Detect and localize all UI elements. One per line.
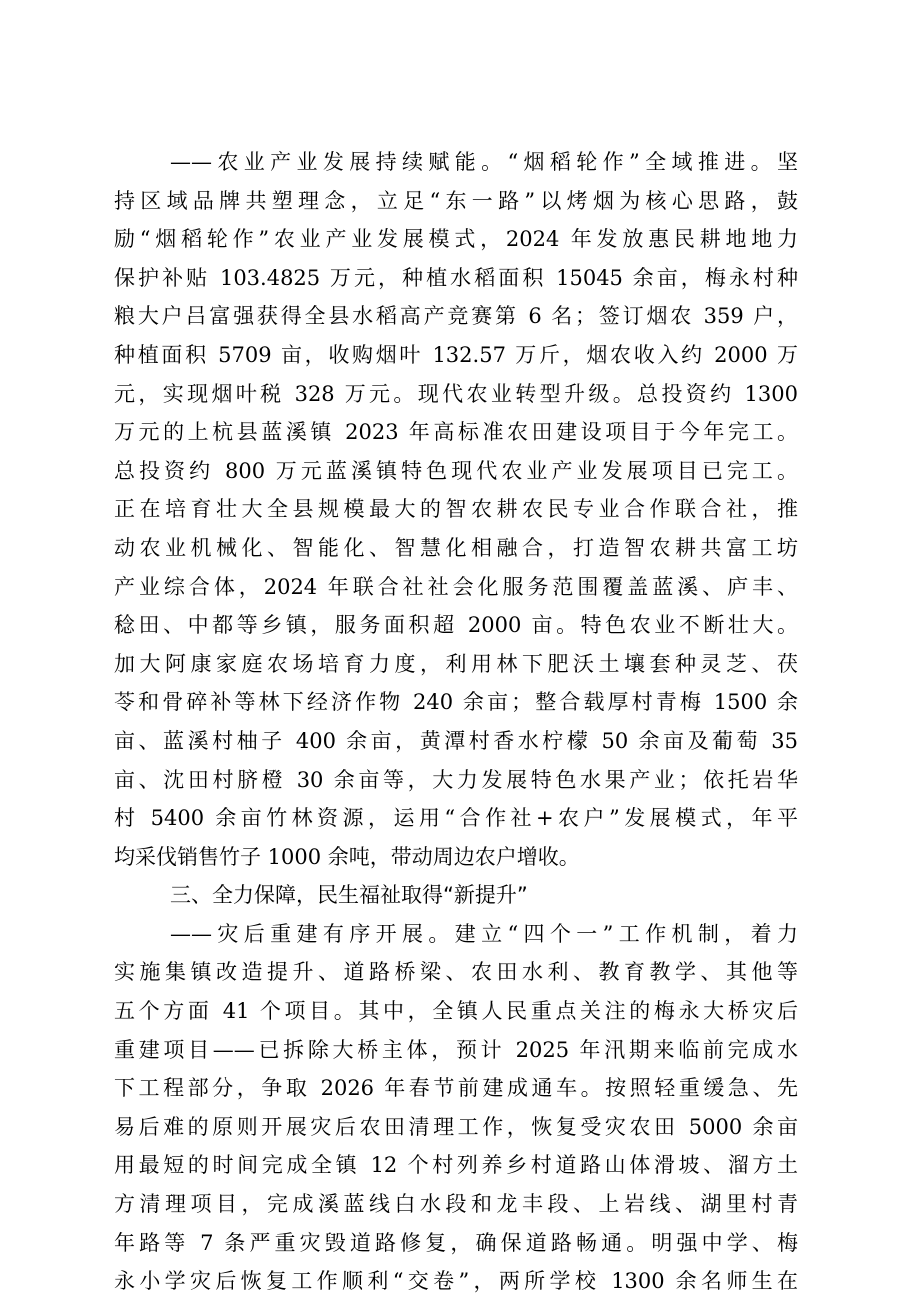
- text-line: 亩、沈田村脐橙 30 余亩等，大力发展特色水果产业；依托岩华: [114, 767, 798, 792]
- text-line: 加大阿康家庭农场培育力度，利用林下肥沃土壤套种灵芝、茯: [114, 651, 798, 676]
- text-line: 亩、蓝溪村柚子 400 余亩，黄潭村香水柠檬 50 余亩及葡萄 35: [114, 728, 798, 753]
- paragraph-reconstruction: [114, 915, 798, 1301]
- text-line: 五个方面 41 个项目。其中，全镇人民重点关注的梅永大桥灾后: [114, 999, 798, 1024]
- text-line: 总投资约 800 万元蓝溪镇特色现代农业产业发展项目已完工。: [114, 458, 798, 483]
- text-line: 苓和骨碎补等林下经济作物 240 余亩；整合载厚村青梅 1500 余: [114, 690, 798, 715]
- paragraph-agriculture: [114, 143, 798, 876]
- text-line: 种植面积 5709 亩，收购烟叶 132.57 万斤，烟农收入约 2000 万: [114, 342, 798, 367]
- text-line: ——农业产业发展持续赋能。“烟稻轮作”全域推进。坚: [170, 150, 798, 174]
- text-line: 元，实现烟叶税 328 万元。现代农业转型升级。总投资约 1300: [114, 381, 798, 406]
- section-heading: 三、全力保障，民生福祉取得“新提升”: [170, 883, 528, 908]
- text-line: 村 5400 余亩竹林资源，运用“合作社+农户”发展模式，年平: [114, 806, 798, 831]
- text-line: 用最短的时间完成全镇 12 个村列养乡村道路山体滑坡、溜方土: [114, 1153, 798, 1178]
- document-body: [114, 143, 798, 1301]
- text-line: ——灾后重建有序开展。建立“四个一”工作机制，着力: [170, 921, 798, 946]
- text-line: 动农业机械化、智能化、智慧化相融合，打造智农耕共富工坊: [114, 535, 798, 560]
- text-line: 产业综合体，2024 年联合社社会化服务范围覆盖蓝溪、庐丰、: [114, 574, 798, 599]
- text-line: 均采伐销售竹子 1000 余吨，带动周边农户增收。: [114, 844, 580, 869]
- text-line: 保护补贴 103.4825 万元，种植水稻面积 15045 余亩，梅永村种: [114, 265, 798, 290]
- text-line: 重建项目——已拆除大桥主体，预计 2025 年汛期来临前完成水: [114, 1037, 798, 1062]
- text-line: 持区域品牌共塑理念，立足“东一路”以烤烟为核心思路，鼓: [114, 188, 798, 213]
- text-line: 易后难的原则开展灾后农田清理工作，恢复受灾农田 5000 余亩: [114, 1114, 798, 1139]
- text-line: 粮大户吕富强获得全县水稻高产竞赛第 6 名；签订烟农 359 户，: [114, 304, 798, 329]
- text-line: 万元的上杭县蓝溪镇 2023 年高标准农田建设项目于今年完工。: [114, 420, 798, 445]
- text-line: 年路等 7 条严重灾毁道路修复，确保道路畅通。明强中学、梅: [114, 1230, 798, 1255]
- text-line: 正在培育壮大全县规模最大的智农耕农民专业合作联合社，推: [114, 497, 798, 522]
- text-line: 稔田、中都等乡镇，服务面积超 2000 亩。特色农业不断壮大。: [114, 613, 798, 638]
- text-line: 方清理项目，完成溪蓝线白水段和龙丰段、上岩线、湖里村青: [114, 1192, 798, 1217]
- text-line: 实施集镇改造提升、道路桥梁、农田水利、教育教学、其他等: [114, 960, 798, 985]
- text-line: 下工程部分，争取 2026 年春节前建成通车。按照轻重缓急、先: [114, 1076, 798, 1101]
- text-line: 永小学灾后恢复工作顺利“交卷”，两所学校 1300 余名师生在: [114, 1269, 798, 1294]
- text-line: 励“烟稻轮作”农业产业发展模式，2024 年发放惠民耕地地力: [114, 227, 798, 252]
